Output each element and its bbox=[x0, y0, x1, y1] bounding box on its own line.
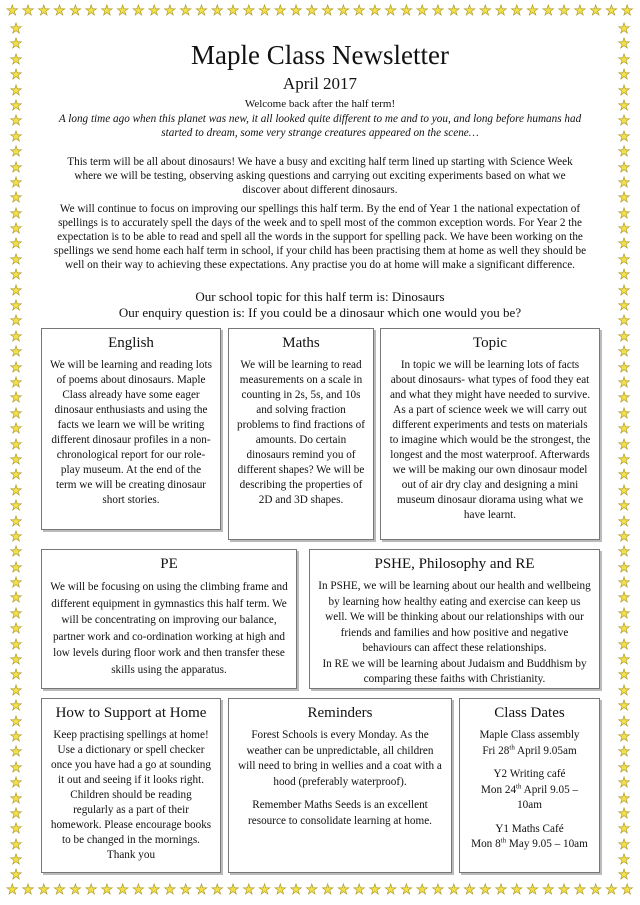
star-icon: ★ bbox=[526, 3, 539, 19]
event-time: April 9.05am bbox=[514, 744, 577, 757]
star-icon: ★ bbox=[9, 713, 23, 730]
star-icon: ★ bbox=[617, 390, 631, 407]
star-icon: ★ bbox=[21, 3, 35, 19]
star-icon: ★ bbox=[617, 174, 631, 191]
star-icon: ★ bbox=[9, 67, 23, 84]
star-icon: ★ bbox=[274, 3, 287, 19]
re-text: In RE we will be learning about Judaism and Buddhism by comparing these faiths with Christianity. bbox=[322, 657, 587, 685]
support-box bbox=[41, 698, 221, 873]
star-icon: ★ bbox=[9, 528, 23, 545]
star-icon: ★ bbox=[9, 344, 23, 361]
event-ordinal: th bbox=[509, 742, 515, 751]
star-icon: ★ bbox=[9, 682, 23, 699]
star-icon: ★ bbox=[100, 882, 114, 898]
star-icon: ★ bbox=[9, 790, 23, 807]
star-icon: ★ bbox=[9, 113, 23, 130]
star-icon: ★ bbox=[9, 282, 23, 299]
star-icon: ★ bbox=[9, 621, 23, 638]
star-icon: ★ bbox=[9, 298, 23, 315]
star-icon: ★ bbox=[9, 575, 23, 592]
star-icon: ★ bbox=[226, 3, 240, 19]
star-icon: ★ bbox=[9, 744, 23, 761]
star-icon: ★ bbox=[9, 544, 23, 561]
star-icon: ★ bbox=[9, 805, 23, 822]
star-icon: ★ bbox=[617, 852, 631, 869]
star-icon: ★ bbox=[84, 3, 98, 19]
reminders-box bbox=[228, 698, 452, 873]
star-icon: ★ bbox=[147, 882, 161, 898]
star-icon: ★ bbox=[9, 498, 23, 515]
star-icon: ★ bbox=[617, 528, 631, 545]
star-icon: ★ bbox=[9, 652, 23, 669]
star-icon: ★ bbox=[617, 405, 631, 422]
star-icon: ★ bbox=[9, 359, 23, 376]
star-icon: ★ bbox=[617, 559, 631, 576]
star-icon: ★ bbox=[9, 51, 23, 68]
star-icon: ★ bbox=[478, 882, 492, 898]
star-icon: ★ bbox=[463, 3, 476, 19]
star-icon: ★ bbox=[617, 128, 631, 145]
star-icon: ★ bbox=[415, 3, 429, 19]
star-icon: ★ bbox=[617, 513, 631, 530]
star-icon: ★ bbox=[617, 328, 631, 345]
date-event bbox=[468, 767, 591, 814]
pe-text: We will be focusing on using the climbing frame and different equipment in gymnastics this half term. We will be concentrating on improving our balance, partner work and co-ordination working at high and low levels during floor work and then transfer these skills using the apparatus. bbox=[50, 581, 288, 676]
date-event bbox=[468, 728, 591, 759]
star-icon: ★ bbox=[9, 405, 23, 422]
science-paragraph: This term will be all about dinosaurs! We have a busy and exciting half term lined up starting with Science Week where we will be testing, observing asking questions and carrying out exciting experiments based on what we discover about different dinosaurs. bbox=[67, 156, 573, 196]
star-icon: ★ bbox=[9, 190, 23, 207]
star-icon: ★ bbox=[9, 482, 23, 499]
star-icon: ★ bbox=[147, 3, 161, 19]
star-icon: ★ bbox=[9, 436, 23, 453]
star-icon: ★ bbox=[617, 682, 631, 699]
star-icon: ★ bbox=[617, 482, 631, 499]
star-icon: ★ bbox=[447, 3, 460, 19]
star-icon: ★ bbox=[258, 882, 271, 898]
star-icon: ★ bbox=[132, 3, 145, 19]
star-icon: ★ bbox=[9, 390, 23, 407]
star-border-right bbox=[612, 22, 636, 883]
star-icon: ★ bbox=[9, 267, 23, 284]
star-icon: ★ bbox=[447, 882, 460, 898]
star-icon: ★ bbox=[605, 3, 618, 19]
star-border-bottom bbox=[0, 883, 640, 905]
star-icon: ★ bbox=[163, 882, 177, 898]
star-icon: ★ bbox=[617, 744, 631, 761]
event-name: Y2 Writing café bbox=[493, 768, 566, 780]
star-icon: ★ bbox=[617, 36, 631, 53]
star-icon: ★ bbox=[9, 513, 23, 530]
star-icon: ★ bbox=[617, 451, 631, 468]
topic-text: In topic we will be learning lots of facts about dinosaurs- what types of food they eat and what they might have needed to survive. As a part of science week we will carry out different experiments and tests on materials to imagine which would be the strongest, the longest and the most waterproof. Afterwards we will be making our own dinosaur model out of air dry clay and designing a mini museum dinosaur diorama using what we have learnt. bbox=[389, 359, 591, 521]
star-icon: ★ bbox=[9, 451, 23, 468]
star-icon: ★ bbox=[9, 159, 23, 176]
star-icon: ★ bbox=[617, 51, 631, 68]
star-icon: ★ bbox=[620, 882, 634, 898]
star-icon: ★ bbox=[510, 882, 524, 898]
star-icon: ★ bbox=[557, 3, 571, 19]
star-icon: ★ bbox=[617, 544, 631, 561]
star-icon: ★ bbox=[617, 759, 631, 776]
event-ordinal: th bbox=[500, 836, 507, 845]
star-icon: ★ bbox=[617, 605, 631, 622]
event-name: Maple Class assembly bbox=[479, 729, 580, 741]
star-icon: ★ bbox=[9, 174, 23, 191]
star-icon: ★ bbox=[617, 467, 631, 484]
star-icon: ★ bbox=[617, 498, 631, 515]
star-icon: ★ bbox=[617, 436, 631, 453]
star-icon: ★ bbox=[305, 882, 319, 898]
star-icon: ★ bbox=[9, 728, 23, 745]
star-icon: ★ bbox=[617, 282, 631, 299]
star-icon: ★ bbox=[210, 3, 224, 19]
star-border-top bbox=[0, 4, 640, 28]
star-icon: ★ bbox=[9, 205, 23, 222]
event-day: Fri 28 bbox=[482, 744, 510, 757]
star-icon: ★ bbox=[526, 882, 539, 898]
star-icon: ★ bbox=[617, 867, 631, 884]
star-icon: ★ bbox=[617, 190, 631, 207]
star-icon: ★ bbox=[617, 313, 631, 330]
star-icon: ★ bbox=[6, 3, 19, 19]
star-icon: ★ bbox=[617, 636, 631, 653]
star-icon: ★ bbox=[617, 821, 631, 838]
star-icon: ★ bbox=[617, 21, 631, 37]
star-icon: ★ bbox=[9, 590, 23, 607]
event-name: Y1 Maths Café bbox=[495, 822, 564, 835]
star-icon: ★ bbox=[9, 128, 23, 145]
event-day: Mon 24 bbox=[480, 783, 517, 796]
star-icon: ★ bbox=[617, 221, 631, 238]
star-icon: ★ bbox=[9, 775, 23, 792]
star-icon: ★ bbox=[384, 882, 397, 898]
star-icon: ★ bbox=[542, 3, 555, 19]
intro-paragraph: A long time ago when this planet was new, it all looked quite different to me and to you, and long before humans had started to dream, some very strange creatures appeared on the scene… bbox=[58, 113, 582, 139]
star-border-left bbox=[4, 22, 28, 883]
star-icon: ★ bbox=[368, 882, 382, 898]
star-icon: ★ bbox=[589, 882, 602, 898]
star-icon: ★ bbox=[617, 344, 631, 361]
star-icon: ★ bbox=[116, 3, 129, 19]
star-icon: ★ bbox=[116, 882, 129, 898]
pe-heading: PE bbox=[160, 556, 178, 572]
star-icon: ★ bbox=[617, 575, 631, 592]
pe-box bbox=[41, 549, 297, 689]
star-icon: ★ bbox=[9, 605, 23, 622]
star-icon: ★ bbox=[53, 882, 66, 898]
star-icon: ★ bbox=[9, 698, 23, 715]
star-icon: ★ bbox=[179, 882, 192, 898]
newsletter-title: Maple Class Newsletter bbox=[191, 40, 449, 70]
pshe-heading: PSHE, Philosophy and RE bbox=[374, 556, 535, 572]
maths-heading: Maths bbox=[282, 335, 320, 351]
star-icon: ★ bbox=[415, 882, 429, 898]
star-icon: ★ bbox=[9, 636, 23, 653]
star-icon: ★ bbox=[617, 267, 631, 284]
star-icon: ★ bbox=[37, 882, 51, 898]
star-icon: ★ bbox=[617, 359, 631, 376]
forest-schools-text: Forest Schools is every Monday. As the weather can be unpredictable, all children will need to bring in wellies and a coat with a hood (preferably waterproof). bbox=[238, 729, 442, 788]
star-icon: ★ bbox=[368, 3, 382, 19]
star-icon: ★ bbox=[617, 421, 631, 438]
newsletter-date: April 2017 bbox=[282, 74, 358, 93]
star-icon: ★ bbox=[258, 3, 271, 19]
event-day: Mon 8 bbox=[471, 838, 501, 850]
star-icon: ★ bbox=[617, 236, 631, 253]
pshe-text: In PSHE, we will be learning about our health and wellbeing by learning how healthy eating and exercise can keep us well. We will be thinking about our relationships with our friends and families and how positive and negative behaviours can affect these relationships. bbox=[318, 580, 591, 654]
star-icon: ★ bbox=[617, 144, 631, 161]
spellings-paragraph: We will continue to focus on improving our spellings this half term. By the end of Year 1 the national expectation of spellings is to accurately spell the days of the week and to spell most of the common exception words. For Year 2 the expectation is to be able to read and spell all the words in the support for spelling pack. We have been working on the spellings we send home each half term in school, if your child has been practising them at home as well they should be well on their way to achieving these expectations. Any practise you do at home will make a significant difference. bbox=[53, 203, 587, 271]
star-icon: ★ bbox=[9, 374, 23, 391]
star-icon: ★ bbox=[431, 3, 445, 19]
star-icon: ★ bbox=[9, 251, 23, 268]
star-icon: ★ bbox=[400, 3, 413, 19]
star-icon: ★ bbox=[617, 667, 631, 684]
star-icon: ★ bbox=[242, 3, 256, 19]
class-dates-box bbox=[459, 698, 600, 873]
star-icon: ★ bbox=[617, 805, 631, 822]
enquiry-line: Our enquiry question is: If you could be a dinosaur which one would you be? bbox=[118, 305, 522, 320]
star-icon: ★ bbox=[617, 836, 631, 853]
star-icon: ★ bbox=[84, 882, 98, 898]
star-icon: ★ bbox=[289, 882, 303, 898]
star-icon: ★ bbox=[53, 3, 66, 19]
star-icon: ★ bbox=[274, 882, 287, 898]
star-icon: ★ bbox=[179, 3, 192, 19]
maths-seeds-text: Remember Maths Seeds is an excellent resource to consolidate learning at home. bbox=[248, 799, 432, 827]
star-icon: ★ bbox=[573, 882, 587, 898]
star-icon: ★ bbox=[9, 867, 23, 884]
star-icon: ★ bbox=[69, 882, 82, 898]
star-icon: ★ bbox=[69, 3, 82, 19]
star-icon: ★ bbox=[589, 3, 602, 19]
star-icon: ★ bbox=[431, 882, 445, 898]
english-heading: English bbox=[108, 335, 154, 351]
star-icon: ★ bbox=[617, 775, 631, 792]
date-event bbox=[468, 822, 591, 853]
maths-text: We will be learning to read measurements on a scale in counting in 2s, 5s, and 10s and solving fraction problems to find fractions of amounts. Do certain dinosaurs remind you of different shapes? We will be describing the properties of 2D and 3D shapes. bbox=[237, 359, 366, 506]
star-icon: ★ bbox=[132, 882, 145, 898]
star-icon: ★ bbox=[9, 144, 23, 161]
star-icon: ★ bbox=[6, 882, 19, 898]
star-icon: ★ bbox=[9, 221, 23, 238]
event-time: April 9.05 – 10am bbox=[517, 783, 579, 811]
star-icon: ★ bbox=[617, 790, 631, 807]
star-icon: ★ bbox=[617, 698, 631, 715]
star-icon: ★ bbox=[9, 236, 23, 253]
star-icon: ★ bbox=[617, 374, 631, 391]
reminders-heading: Reminders bbox=[307, 705, 373, 721]
star-icon: ★ bbox=[226, 882, 240, 898]
star-icon: ★ bbox=[478, 3, 492, 19]
star-icon: ★ bbox=[617, 97, 631, 114]
star-icon: ★ bbox=[9, 821, 23, 838]
star-icon: ★ bbox=[463, 882, 476, 898]
star-icon: ★ bbox=[9, 559, 23, 576]
star-icon: ★ bbox=[605, 882, 618, 898]
star-icon: ★ bbox=[617, 298, 631, 315]
star-icon: ★ bbox=[195, 882, 208, 898]
topic-box bbox=[380, 328, 600, 540]
star-icon: ★ bbox=[617, 82, 631, 99]
star-icon: ★ bbox=[337, 882, 350, 898]
star-icon: ★ bbox=[494, 882, 508, 898]
star-icon: ★ bbox=[37, 3, 51, 19]
star-icon: ★ bbox=[617, 67, 631, 84]
star-icon: ★ bbox=[352, 882, 366, 898]
star-icon: ★ bbox=[542, 882, 555, 898]
star-icon: ★ bbox=[9, 97, 23, 114]
star-icon: ★ bbox=[400, 882, 413, 898]
star-icon: ★ bbox=[337, 3, 350, 19]
topic-line: Our school topic for this half term is: Dinosaurs bbox=[195, 289, 445, 304]
star-icon: ★ bbox=[305, 3, 319, 19]
support-heading: How to Support at Home bbox=[55, 705, 207, 721]
support-text: Keep practising spellings at home! Use a dictionary or spell checker once you have had a go at sounding it out and seeing if it looks right. Children should be reading regularly as a part of their homework. Please encourage books to be changed in the mornings. Thank you bbox=[50, 729, 212, 861]
star-icon: ★ bbox=[617, 205, 631, 222]
event-ordinal: th bbox=[516, 781, 522, 790]
star-icon: ★ bbox=[620, 3, 634, 19]
topic-heading: Topic bbox=[473, 335, 507, 351]
class-dates-heading: Class Dates bbox=[494, 705, 565, 721]
star-icon: ★ bbox=[617, 728, 631, 745]
star-icon: ★ bbox=[384, 3, 397, 19]
star-icon: ★ bbox=[195, 3, 208, 19]
star-icon: ★ bbox=[494, 3, 508, 19]
star-icon: ★ bbox=[9, 759, 23, 776]
english-box bbox=[41, 328, 221, 530]
star-icon: ★ bbox=[617, 113, 631, 130]
star-icon: ★ bbox=[9, 313, 23, 330]
star-icon: ★ bbox=[100, 3, 114, 19]
star-icon: ★ bbox=[9, 467, 23, 484]
star-icon: ★ bbox=[163, 3, 177, 19]
star-icon: ★ bbox=[9, 36, 23, 53]
star-icon: ★ bbox=[289, 3, 303, 19]
star-icon: ★ bbox=[617, 159, 631, 176]
star-icon: ★ bbox=[9, 82, 23, 99]
star-icon: ★ bbox=[617, 621, 631, 638]
star-icon: ★ bbox=[321, 3, 334, 19]
star-icon: ★ bbox=[9, 328, 23, 345]
star-icon: ★ bbox=[9, 836, 23, 853]
english-text: We will be learning and reading lots of poems about dinosaurs. Maple Class already have some eager dinosaur enthusiasts and using the facts we learn we will be writing different dinosaur profiles in a non-chronological report for our role-play museum. At the end of the term we will be creating dinosaur short stories. bbox=[50, 359, 212, 506]
star-icon: ★ bbox=[9, 21, 23, 37]
maths-box bbox=[228, 328, 374, 540]
star-icon: ★ bbox=[617, 652, 631, 669]
star-icon: ★ bbox=[9, 667, 23, 684]
star-icon: ★ bbox=[210, 882, 224, 898]
star-icon: ★ bbox=[617, 713, 631, 730]
star-icon: ★ bbox=[321, 882, 334, 898]
event-time: May 9.05 – 10am bbox=[506, 838, 588, 850]
star-icon: ★ bbox=[9, 421, 23, 438]
star-icon: ★ bbox=[242, 882, 256, 898]
star-icon: ★ bbox=[9, 852, 23, 869]
star-icon: ★ bbox=[617, 251, 631, 268]
star-icon: ★ bbox=[557, 882, 571, 898]
star-icon: ★ bbox=[573, 3, 587, 19]
welcome-line: Welcome back after the half term! bbox=[244, 98, 396, 110]
star-icon: ★ bbox=[352, 3, 366, 19]
pshe-box bbox=[309, 549, 600, 689]
star-icon: ★ bbox=[510, 3, 524, 19]
star-icon: ★ bbox=[617, 590, 631, 607]
star-icon: ★ bbox=[21, 882, 35, 898]
